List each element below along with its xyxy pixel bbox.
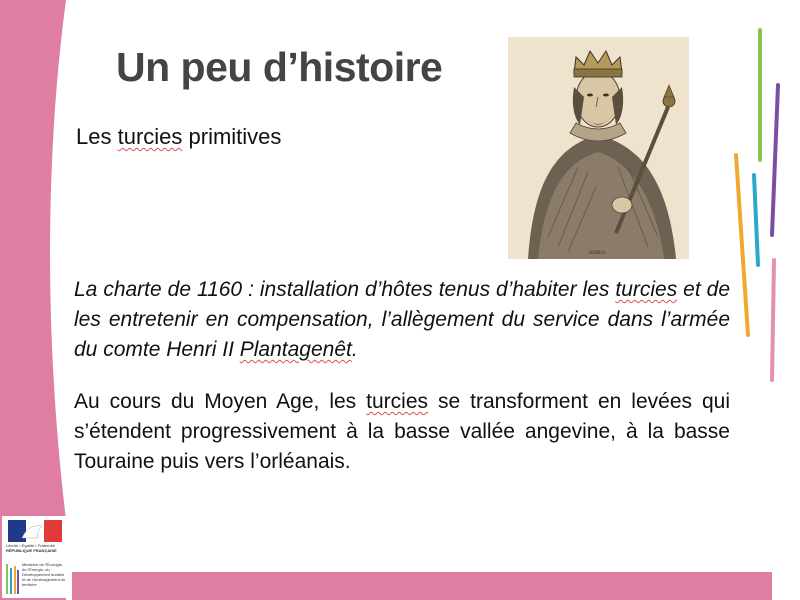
paragraph-moyen-age <box>74 387 730 477</box>
republic-name: RÉPUBLIQUE FRANÇAISE <box>6 548 57 553</box>
para2-text-c: se transforment en levées qui s’étendent progressivement à la basse vallée angevine, à la basse Touraine puis vers l’orléanais. <box>74 390 730 473</box>
slide-subtitle <box>76 124 281 150</box>
decorative-color-strokes <box>728 25 788 395</box>
paragraph-charte-1160 <box>74 275 730 365</box>
marianne-logo <box>8 520 62 542</box>
para1-text-a: La charte de 1160 : installation d’hôtes tenus d’habiter les <box>74 278 616 301</box>
footer-corner <box>774 572 800 600</box>
ministry-logo-strokes <box>4 562 20 596</box>
subtitle-rest: primitives <box>182 124 282 149</box>
slide-title: Un peu d’histoire <box>116 44 443 90</box>
subtitle-marked-word: turcies <box>117 124 183 149</box>
para1-marked-plantagenet: Plantagenêt <box>239 338 352 361</box>
para2-marked-turcies: turcies <box>366 390 428 413</box>
ministry-text: Ministère de l'Écologie, de l'Énergie, du Développement durable et de l'Aménagement du territoire <box>22 562 66 587</box>
republic-motto: Liberté • Égalité • Fraternité <box>6 543 55 548</box>
para2-text-a: Au cours du Moyen Age, les <box>74 390 367 413</box>
para1-marked-turcies: turcies <box>615 278 678 301</box>
portrait-caption: HENRI II. <box>589 250 607 255</box>
para1-text-c: et de les entretenir en compensation, l’allègement du service dans l’armée du comte Henri II <box>74 278 731 361</box>
bottom-footer-bar <box>72 572 772 600</box>
subtitle-prefix: Les <box>76 124 118 149</box>
republique-francaise-text <box>6 543 66 553</box>
para1-text-e: . <box>351 338 358 361</box>
henri-ii-portrait-image <box>508 37 689 259</box>
